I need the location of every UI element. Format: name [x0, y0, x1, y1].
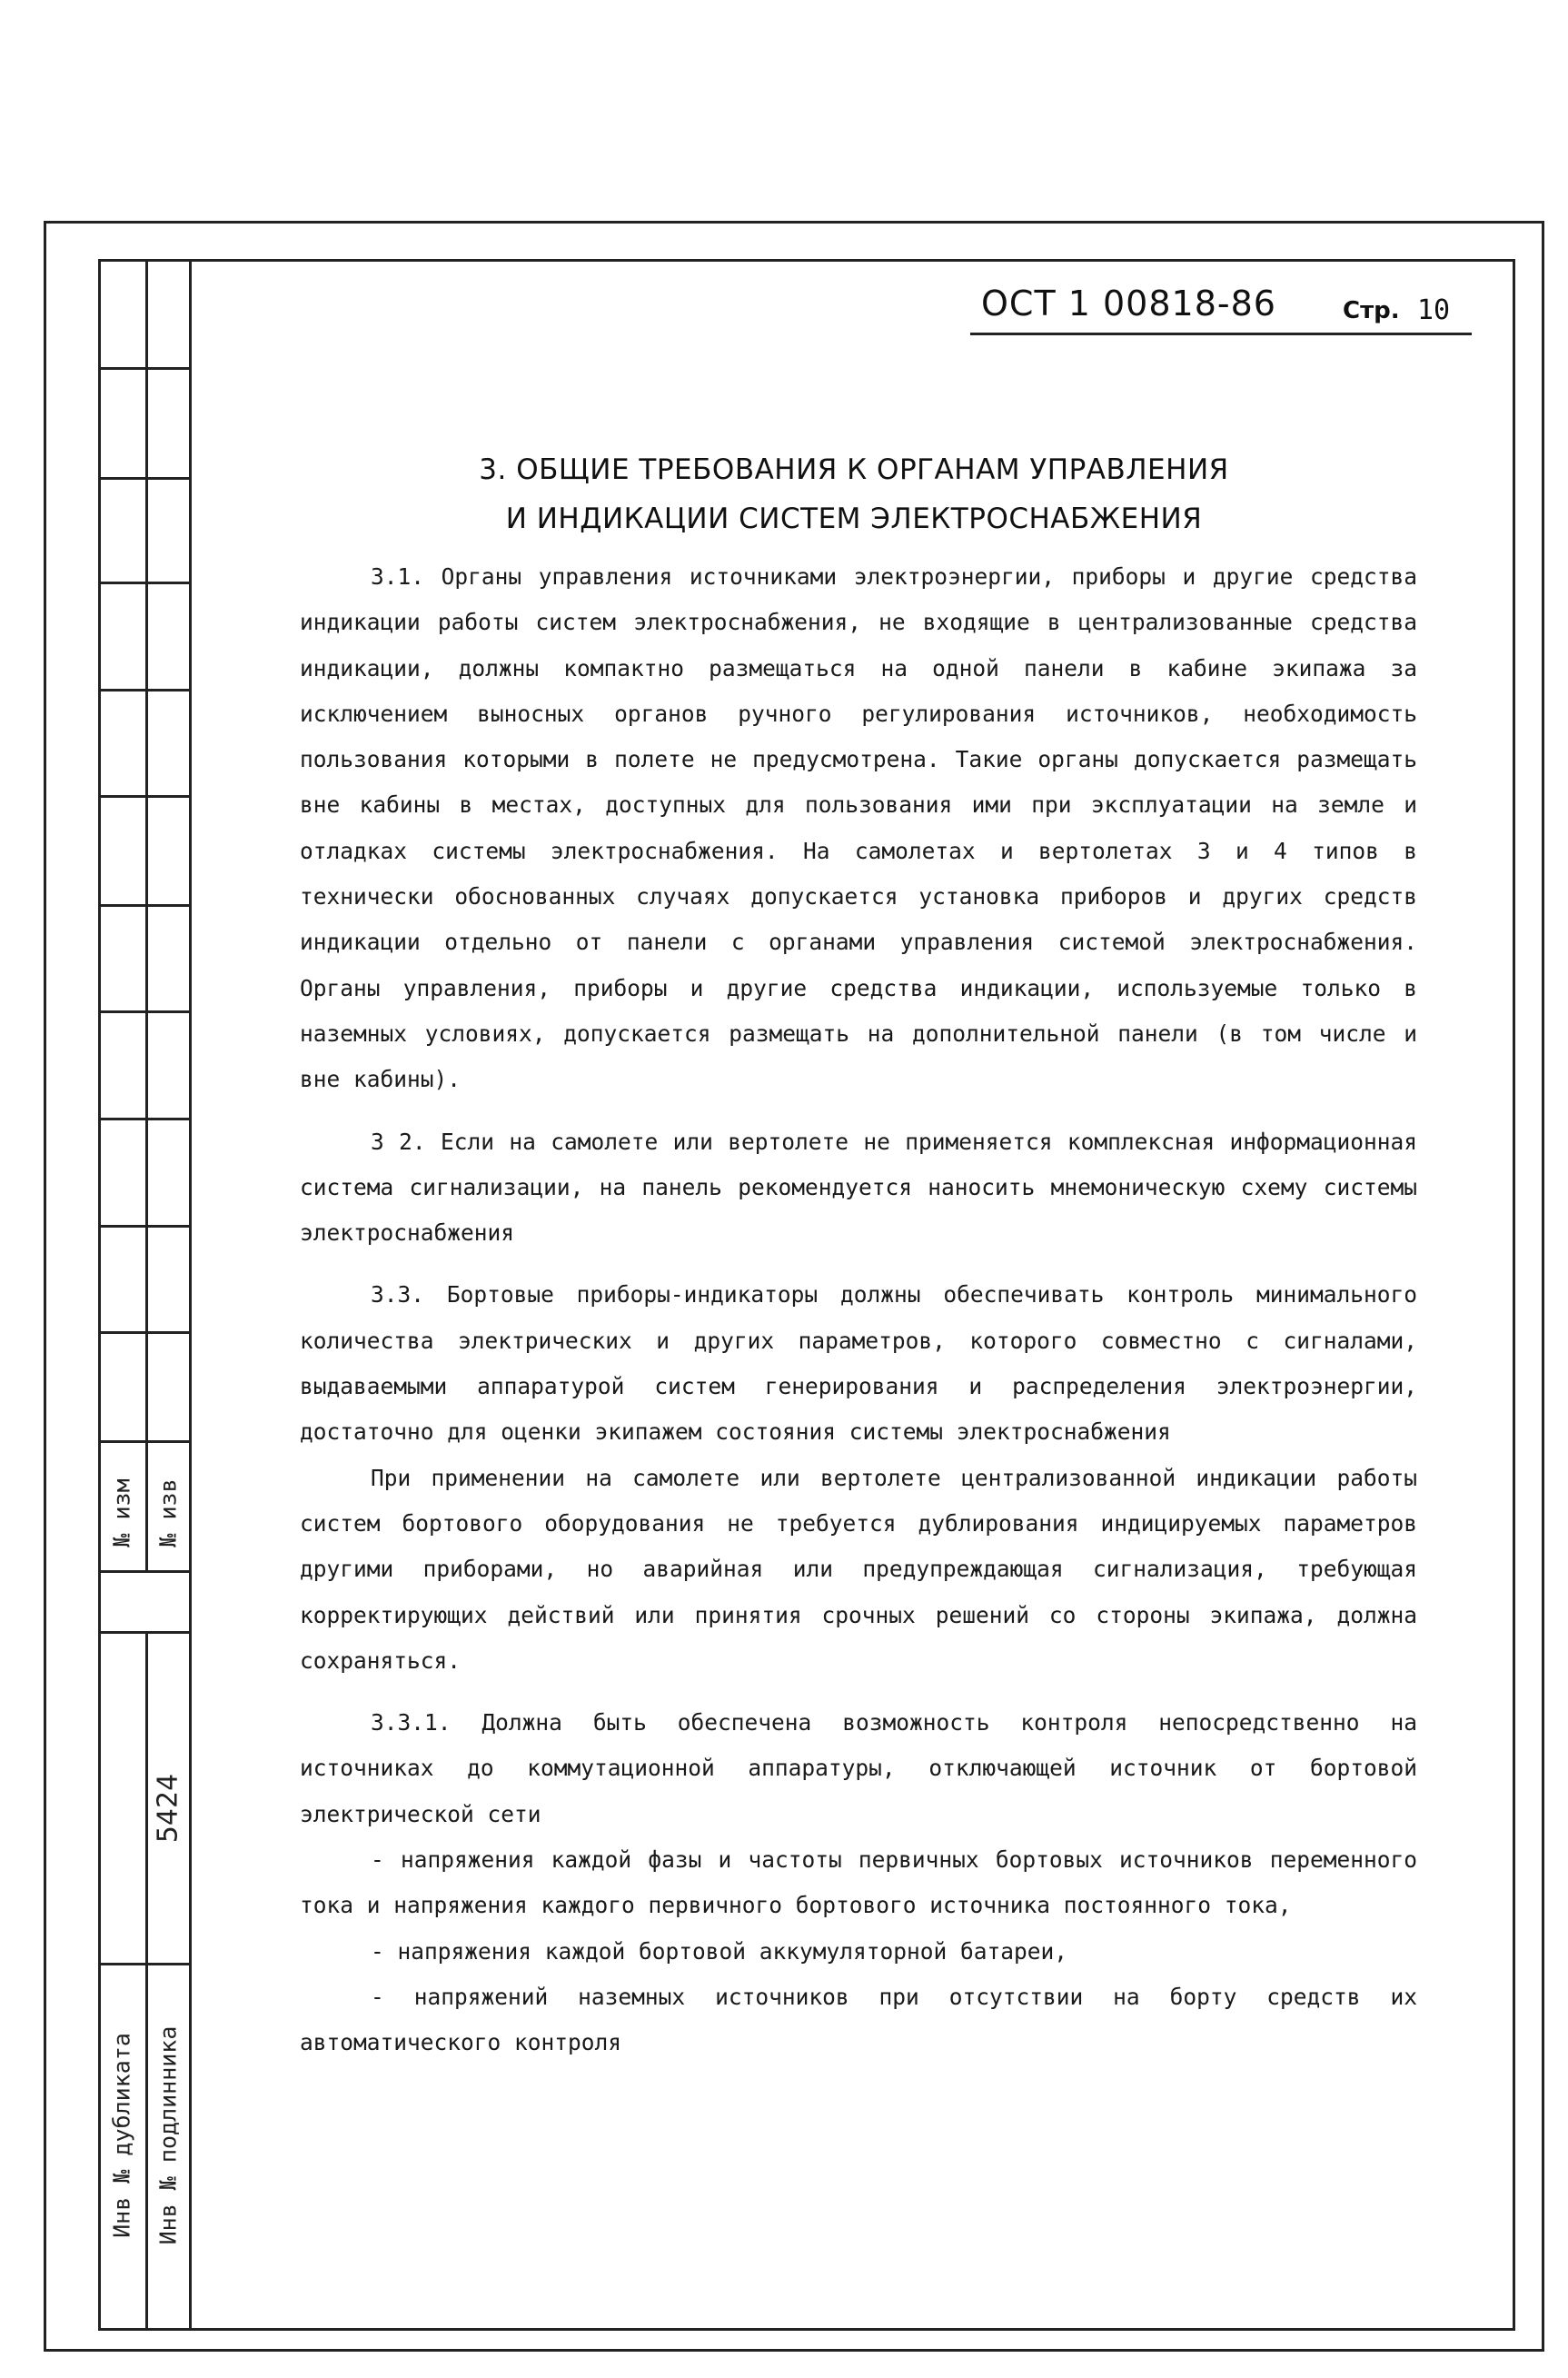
header-rule — [970, 333, 1472, 335]
page-number: 10 — [1417, 294, 1451, 326]
original-inventory-label: Инв № подлинника — [154, 2025, 182, 2245]
strip-line — [189, 259, 192, 2331]
page-label: Стр. — [1343, 297, 1400, 324]
strip-line — [98, 1440, 189, 1443]
document-body — [300, 554, 1417, 2066]
section-title — [345, 445, 1363, 543]
strip-line — [98, 1010, 189, 1013]
strip-line — [98, 1225, 189, 1228]
list-item: - напряжения каждой бортовой аккумуляторной батареи, — [371, 1937, 1068, 1965]
strip-line — [145, 1631, 148, 2331]
strip-line — [98, 1331, 189, 1334]
strip-line — [145, 259, 148, 1572]
list-item: - напряжений наземных источников при отсутствии на борту средств их автоматического контроля — [300, 1983, 1417, 2056]
strip-line — [98, 689, 189, 692]
document-code: ОСТ 1 00818-86 — [981, 284, 1276, 323]
paragraph-3-3: 3.3. Бортовые приборы-индикаторы должны обеспечивать контроль минимального количества электрических и других параметров, которого совместно с сигналами, выдаваемыми аппаратурой систем генерирования и распределения электроэнергии, достаточно для оценки экипажем состояния системы электроснабжения — [300, 1281, 1417, 1446]
list-item: - напряжения каждой фазы и частоты первичных бортовых источников переменного тока и напряжения каждого первичного бортового источника постоянного тока, — [300, 1846, 1417, 1919]
strip-line — [98, 259, 101, 2331]
strip-line — [98, 582, 189, 584]
section-title-line: 3. ОБЩИЕ ТРЕБОВАНИЯ К ОРГАНАМ УПРАВЛЕНИЯ — [479, 453, 1229, 486]
strip-line — [98, 795, 189, 798]
paragraph-3-2: 3 2. Если на самолете или вертолете не применяется комплексная информационная система сигнализации, на панель рекомендуется наносить мнемоническую схему системы электроснабжения — [300, 1128, 1417, 1247]
duplicate-inventory-label: Инв № дубликата — [108, 2033, 135, 2238]
strip-line — [98, 1118, 189, 1120]
strip-line — [98, 1570, 189, 1573]
strip-line — [98, 367, 189, 370]
change-number-label: № изм — [108, 1478, 135, 1547]
strip-line — [98, 1963, 189, 1965]
notice-number-label: № изв — [154, 1478, 182, 1547]
strip-line — [98, 477, 189, 480]
paragraph-3-1: 3.1. Органы управления источниками электроэнергии, приборы и другие средства индикации работы систем электроснабжения, не входящие в централизованные средства индикации, должны компактно размещаться на одной панели в кабине экипажа за исключением выносных органов ручного регулирования источников, необходимость пользования которыми в полете не предусмотрена. Такие органы допускается размещать вне кабины в местах, доступных для пользования ими при эксплуатации на земле и отладках системы электроснабжения. На самолетах и вертолетах 3 и 4 типов в технически обоснованных случаях допускается установка приборов и других средств индикации отдельно от панели с органами управления системой электроснабжения. Органы управления, приборы и другие средства индикации, используемые только в наземных условиях, допускается размещать на дополнительной панели (в том числе и вне кабины). — [300, 563, 1417, 1093]
section-title-line: И ИНДИКАЦИИ СИСТЕМ ЭЛЕКТРОСНАБЖЕНИЯ — [505, 502, 1203, 535]
paragraph-3-3-1: 3.3.1. Должна быть обеспечена возможность контроля непосредственно на источниках до коммутационной аппаратуры, отключающей источник от бортовой электрической сети — [300, 1709, 1417, 1827]
inventory-number: 5424 — [152, 1773, 184, 1844]
strip-line — [98, 904, 189, 907]
strip-line — [98, 1631, 189, 1634]
paragraph-3-3-continued: При применении на самолете или вертолете централизованной индикации работы систем бортового оборудования не требуется дублирования индицируемых параметров другими приборами, но аварийная или предупреждающая сигнализация, требующая корректирующих действий или принятия срочных решений со стороны экипажа, должна сохраняться. — [300, 1464, 1417, 1674]
